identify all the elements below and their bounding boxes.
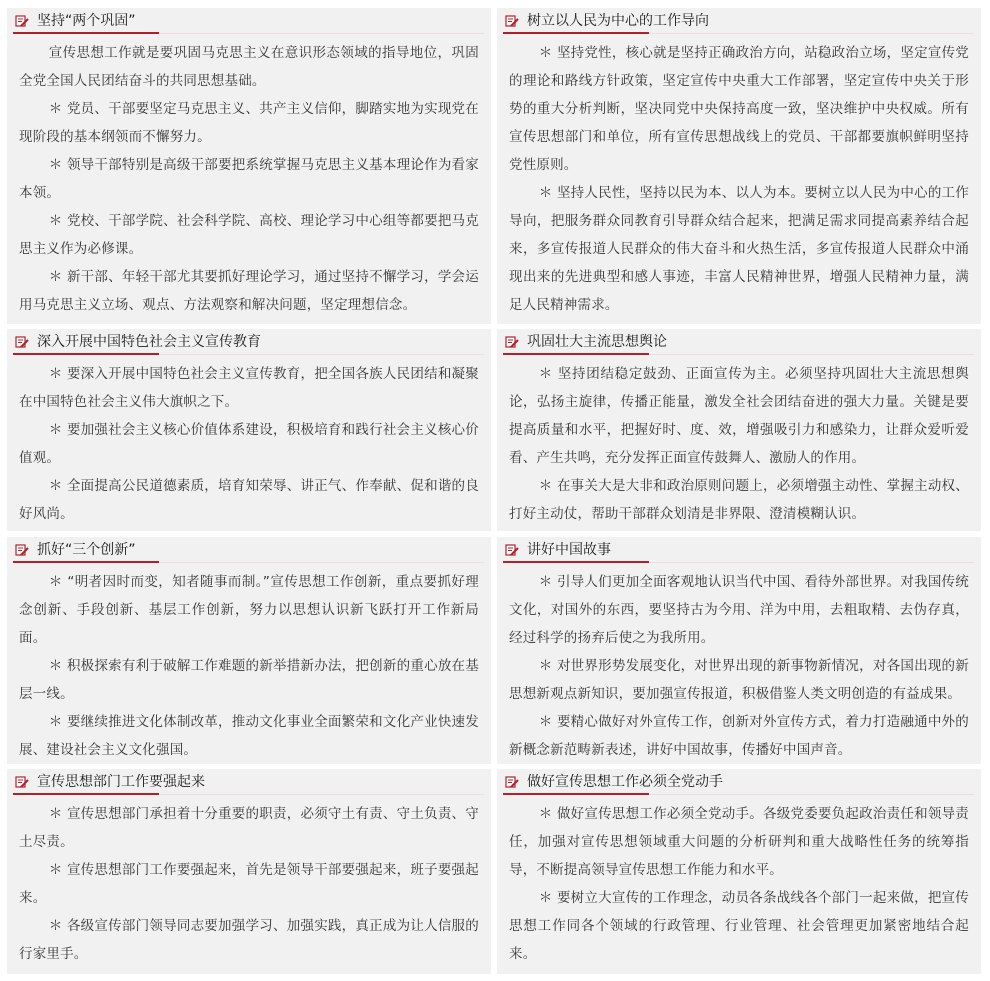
section-body [509,800,969,968]
section-card [7,329,491,531]
section-title: 宣传思想部门工作要强起来 [37,774,205,790]
section-body [19,568,479,764]
section-body [509,360,969,528]
section-card [497,329,981,531]
section-title: 巩固壮大主流思想舆论 [527,334,667,350]
edit-note-icon [505,543,519,557]
section-title: 树立以人民为中心的工作导向 [527,13,709,29]
edit-note-icon [505,775,519,789]
section-header [7,537,491,563]
paragraph: ＊ 要继续推进文化体制改革，推动文化事业全面繁荣和文化产业快速发展、建设社会主义文化强国。 [19,714,479,758]
section-card [497,769,981,974]
section-body [19,360,479,528]
section-card [7,8,491,324]
paragraph: ＊ 全面提高公民道德素质，培育知荣辱、讲正气、作奉献、促和谐的良好风尚。 [19,478,479,522]
section-card [7,769,491,974]
section-body [509,39,969,319]
section-header [497,769,981,795]
section-body [509,568,969,764]
paragraph: ＊ 要加强社会主义核心价值体系建设，积极培育和践行社会主义核心价值观。 [19,422,479,466]
title-underline [503,32,649,34]
edit-note-icon [505,335,519,349]
edit-note-icon [15,335,29,349]
section-header [7,8,491,34]
title-underline [503,561,649,563]
paragraph: ＊ 各级宣传部门领导同志要加强学习、加强实践，真正成为让人信服的行家里手。 [19,918,479,962]
section-card [497,537,981,764]
paragraph: ＊ 在事关大是大非和政治原则问题上，必须增强主动性、掌握主动权、打好主动仗，帮助干部群众划清是非界限、澄清模糊认识。 [509,478,969,522]
edit-note-icon [15,14,29,28]
paragraph: ＊ 要深入开展中国特色社会主义宣传教育，把全国各族人民团结和凝聚在中国特色社会主义伟大旗帜之下。 [19,366,479,410]
paragraph: ＊ 坚持团结稳定鼓劲、正面宣传为主。必须坚持巩固壮大主流思想舆论，弘扬主旋律，传播正能量，激发全社会团结奋进的强大力量。关键是要提高质量和水平，把握好时、度、效，增强吸引力和感染力，让群众爱听爱看、产生共鸣，充分发挥正面宣传鼓舞人、激励人的作用。 [509,366,969,466]
title-underline [503,353,649,355]
section-header [497,329,981,355]
paragraph: ＊ 做好宣传思想工作必须全党动手。各级党委要负起政治责任和领导责任，加强对宣传思想领域重大问题的分析研判和重大战略性任务的统筹指导，不断提高领导宣传思想工作能力和水平。 [509,806,969,878]
section-title: 抓好“三个创新” [37,542,136,558]
paragraph: ＊ 坚持党性，核心就是坚持正确政治方向，站稳政治立场，坚定宣传党的理论和路线方针政策，坚定宣传中央重大工作部署，坚定宣传中央关于形势的重大分析判断，坚决同党中央保持高度一致，坚决维护中央权威。所有宣传思想部门和单位，所有宣传思想战线上的党员、干部都要旗帜鲜明坚持党性原则。 [509,45,969,173]
paragraph: ＊ 新干部、年轻干部尤其要抓好理论学习，通过坚持不懈学习，学会运用马克思主义立场、观点、方法观察和解决问题，坚定理想信念。 [19,269,479,313]
edit-note-icon [15,543,29,557]
title-underline [13,793,159,795]
paragraph: ＊ 对世界形势发展变化，对世界出现的新事物新情况，对各国出现的新思想新观点新知识，要加强宣传报道，积极借鉴人类文明创造的有益成果。 [509,658,969,702]
title-underline [13,561,159,563]
paragraph: ＊ 坚持人民性，坚持以民为本、以人为本。要树立以人民为中心的工作导向，把服务群众同教育引导群众结合起来，把满足需求同提高素养结合起来，多宣传报道人民群众的伟大奋斗和火热生活，多宣传报道人民群众中涌现出来的先进典型和感人事迹，丰富人民精神世界，增强人民精神力量，满足人民精神需求。 [509,185,969,313]
paragraph: ＊ 领导干部特别是高级干部要把系统掌握马克思主义基本理论作为看家本领。 [19,157,479,201]
section-card [497,8,981,324]
section-header [7,329,491,355]
section-header [497,8,981,34]
paragraph: ＊ 宣传思想部门工作要强起来，首先是领导干部要强起来，班子要强起来。 [19,862,479,906]
paragraph: ＊ 党校、干部学院、社会科学院、高校、理论学习中心组等都要把马克思主义作为必修课。 [19,213,479,257]
edit-note-icon [505,14,519,28]
paragraph: ＊ 要精心做好对外宣传工作，创新对外宣传方式，着力打造融通中外的新概念新范畴新表述，讲好中国故事，传播好中国声音。 [509,714,969,758]
section-header [497,537,981,563]
edit-note-icon [15,775,29,789]
title-underline [503,793,649,795]
title-underline [13,32,159,34]
paragraph: ＊ 引导人们更加全面客观地认识当代中国、看待外部世界。对我国传统文化，对国外的东西，要坚持古为今用、洋为中用，去粗取精、去伪存真，经过科学的扬弃后使之为我所用。 [509,574,969,646]
section-title: 做好宣传思想工作必须全党动手 [527,774,723,790]
section-body [19,39,479,319]
section-title: 坚持“两个巩固” [37,13,136,29]
section-card [7,537,491,764]
paragraph: ＊ 党员、干部要坚定马克思主义、共产主义信仰，脚踏实地为实现党在现阶段的基本纲领而不懈努力。 [19,101,479,145]
section-body [19,800,479,968]
paragraph: ＊ “明者因时而变，知者随事而制。”宣传思想工作创新，重点要抓好理念创新、手段创新、基层工作创新，努力以思想认识新飞跃打开工作新局面。 [19,574,479,646]
section-title: 深入开展中国特色社会主义宣传教育 [37,334,261,350]
title-underline [13,353,159,355]
paragraph: 宣传思想工作就是要巩固马克思主义在意识形态领域的指导地位，巩固全党全国人民团结奋斗的共同思想基础。 [19,45,479,89]
section-header [7,769,491,795]
section-title: 讲好中国故事 [527,542,611,558]
paragraph: ＊ 要树立大宣传的工作理念，动员各条战线各个部门一起来做，把宣传思想工作同各个领域的行政管理、行业管理、社会管理更加紧密地结合起来。 [509,890,969,962]
paragraph: ＊ 宣传思想部门承担着十分重要的职责，必须守土有责、守土负责、守土尽责。 [19,806,479,850]
paragraph: ＊ 积极探索有利于破解工作难题的新举措新办法，把创新的重心放在基层一线。 [19,658,479,702]
